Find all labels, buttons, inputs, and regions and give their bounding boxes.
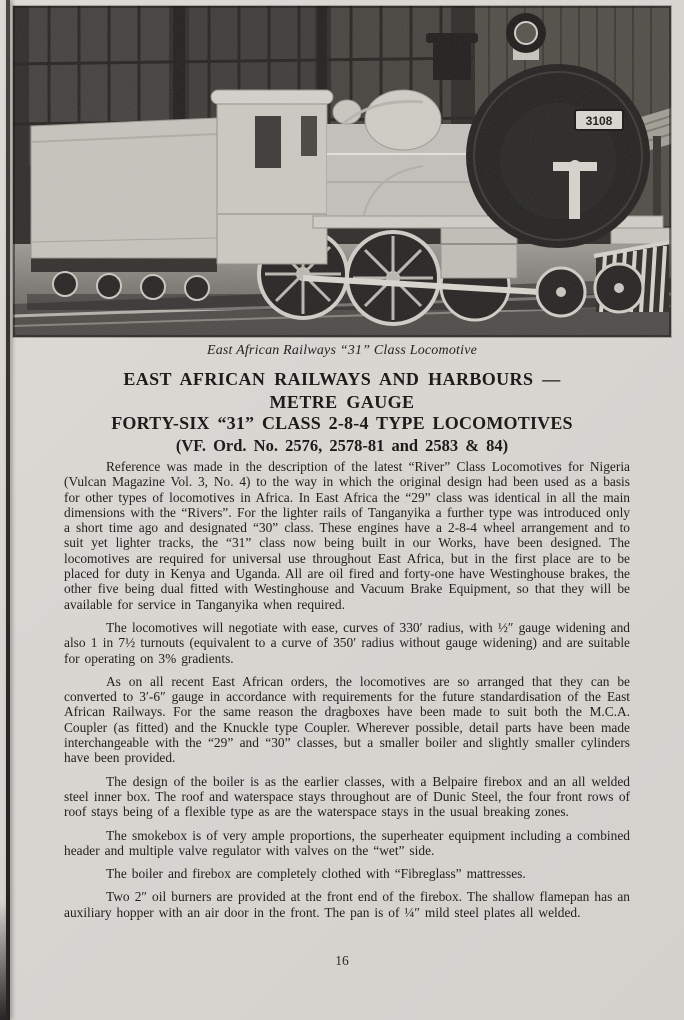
photo-grain [13, 6, 671, 337]
locomotive-photo [13, 6, 671, 337]
heading-railways-harbours: EAST AFRICAN RAILWAYS AND HARBOURS — [123, 369, 561, 389]
article-body [64, 459, 630, 928]
paragraph-oil-burners: Two 2″ oil burners are provided at the front end of the firebox. The shallow flamepan has an auxiliary hopper with an air door in the front. The pan is of ¼″ mild steel plates all welded. [64, 889, 630, 920]
heading-order-numbers: (VF. Ord. No. 2576, 2578-81 and 2583 & 84) [175, 436, 509, 455]
paragraph-boiler-design: The design of the boiler is as the earlier classes, with a Belpaire firebox and an all welded steel inner box. The roof and waterspace stays throughout are of Dunic Steel, the four front rows of roof stays being of a flexible type as are the waterspace stays in the usual breaking zones. [64, 773, 630, 820]
page-number: 16 [335, 953, 349, 968]
paragraph-introduction: Reference was made in the description of the latest “River” Class Locomotives for Nigeria (Vulcan Magazine Vol. 3, No. 4) to the way in which the original design had been used as a basis for other types of locomotives in Africa. In East Africa the “29” class was identical in all the main dimensions with the “Rivers”. For the lighter rails of Tanganyika a further type was introduced only a short time ago and designated “30” class. These engines have a 2-8-4 wheel arrangement and to suit yet lighter tracks, the “31” class now being built in our Works, have been designed. The locomotives are required for universal use throughout East Africa, but in the first place are to be placed for duty in Kenya and Uganda. All are oil fired and forty-one have Westinghouse brakes, the other five being dual fitted with Westinghouse and Vacuum Brake Equipment, so that they will be available for service in Tanganyika when required. [64, 459, 630, 612]
binding-edge-shadow [6, 0, 10, 1020]
locomotive-illustration [13, 6, 671, 337]
heading-class-type: FORTY-SIX “31” CLASS 2-8-4 TYPE LOCOMOTIVES [111, 413, 573, 433]
paragraph-curves: The locomotives will negotiate with ease, curves of 330′ radius, with ½″ gauge widening and also 1 in 7½ turnouts (equivalent to a curve of 350′ radius without gauge widening) and are suitable for operating on 3% gradients. [64, 619, 630, 666]
paragraph-gauge-conversion: As on all recent East African orders, the locomotives are so arranged that they can be converted to 3′-6″ gauge in accordance with requirements for the future standardisation of the East African Railways. For the same reason the dragboxes have been made to suit both the M.C.A. Coupler (as fitted) and the Knuckle type Coupler. Wherever possible, detail parts have been made interchangeable with the “29” and “30” classes, but a smaller boiler and slightly smaller cylinders have been provided. [64, 673, 630, 766]
heading-metre-gauge: METRE GAUGE [269, 392, 415, 412]
paragraph-fibreglass: The boiler and firebox are completely clothed with “Fibreglass” mattresses. [106, 866, 526, 882]
photo-caption: East African Railways “31” Class Locomotive [206, 343, 478, 358]
paragraph-smokebox: The smokebox is of very ample proportions, the superheater equipment including a combined header and multiple valve regulator with valves on the “wet” side. [64, 827, 630, 858]
loco-number: 3108 [585, 114, 613, 128]
